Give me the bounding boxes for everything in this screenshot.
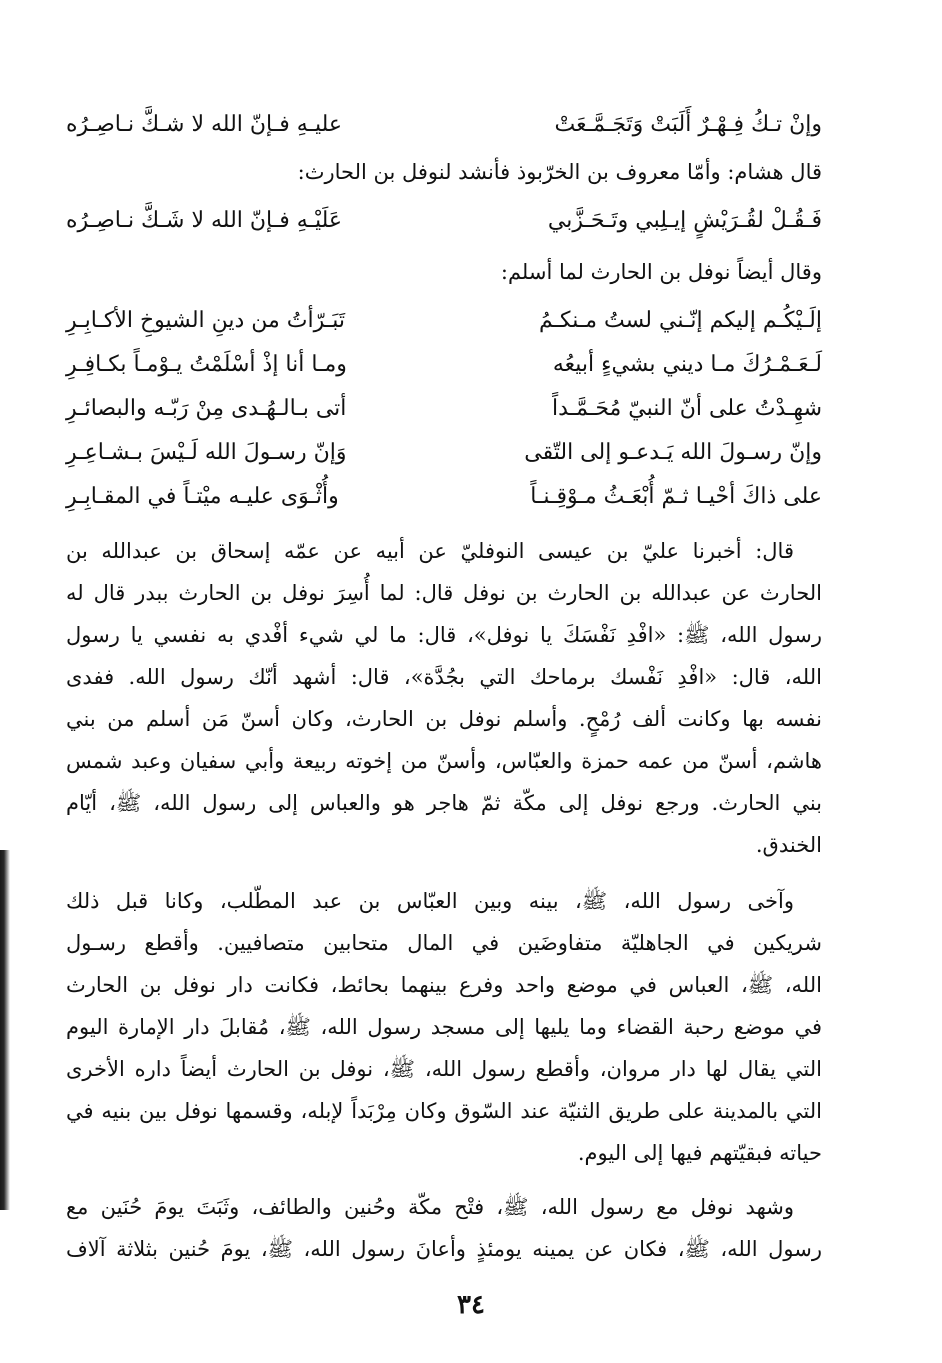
verse-1-second-hemistich: عليـهِ فـإنّ الله لا شـكَّ نـاصِـرُه — [66, 112, 342, 137]
page-number: ٣٤ — [457, 1290, 485, 1320]
poem-first-hemistich: على ذاكَ أحْيـا ثـمّ أُبْعَـثُ مـوْقِـنـاً — [530, 484, 822, 509]
paragraph-line: بني الحارث. ورجع نوفل إلى مكّة ثمّ هاجر هو والعباس إلى رسول الله، ﷺ، أيّام — [66, 791, 822, 815]
poem-first-hemistich: لَـعَـمْـرُكَ مـا ديني بشيءٍ أبيعُه — [552, 352, 822, 377]
paragraph-line: رسول الله، ﷺ، فكان عن يمينه يومئذٍ وأعانَ رسول الله، ﷺ، يومَ حُنين بثلاثة آلاف — [66, 1237, 822, 1261]
page-edge-shadow — [0, 850, 10, 1210]
intro-line-2: وقال أيضاً نوفل بن الحارث لما أسلم: — [500, 260, 822, 284]
verse-1 — [66, 112, 822, 152]
poem-second-hemistich: ومـا أنا إذْ أسْلَمْتُ يـوْمـاً بكـافِـرِ — [66, 352, 347, 377]
paragraph-line: الله، قال: «افْدِ نَفْسك برماحك التي بجُدَّة»، قال: أشهد أنّك رسول الله. ففدى — [66, 665, 822, 689]
poem-first-hemistich: إلَـيْكُـم إليكم إنّـني لستُ مـنكـمُ — [538, 308, 822, 333]
poem-second-hemistich: تَبَـرّأتُ من دينِ الشيوخِ الأكـابِـرِ — [66, 308, 345, 333]
poem-verse — [66, 308, 822, 348]
paragraph-line: وآخى رسول الله، ﷺ، بينه وبين العبّاس بن عبد المطّلب، وكانا قبل ذلك — [66, 889, 794, 913]
paragraph-line: حياته فبقيّتهم فيها إلى اليوم. — [577, 1141, 822, 1165]
paragraph-line: الله، ﷺ، العباس في موضع واحد وفرع بينهما بحائط، فكانت دار نوفل بن الحارث — [66, 973, 822, 997]
poem-verse — [66, 396, 822, 436]
poem-second-hemistich: أتى بـالـهُـدى مِنْ رَبّـه والبصائـرِ — [66, 396, 347, 421]
paragraph-line: نفسه بها وكانت ألف رُمْحٍ. وأسلم نوفل بن الحارث، وكان أسنّ مَن أسلم من بني — [66, 707, 822, 731]
poem-first-hemistich: شهِـدْتُ على أنّ النبيّ مُحَـمَّـداً — [552, 396, 822, 421]
paragraph-line: في موضع رحبة القضاء وما يليها إلى مسجد رسول الله، ﷺ، مُقابلَ دار الإمارة اليوم — [66, 1015, 822, 1039]
paragraph-3 — [66, 1186, 822, 1270]
poem-first-hemistich: وإنّ رسـولَ الله يَـدعـو إلى التّقى — [524, 440, 822, 465]
paragraph-line: وشهد نوفل مع رسول الله، ﷺ، فتْح مكّة وحُنين والطائف، وثَبَتَ يومَ حُنَين مع — [66, 1195, 794, 1219]
verse-2-second-hemistich: عَلَيْـهِ فـإنّ الله لا شَـكَّ نـاصِـرُه — [66, 208, 342, 233]
paragraph-line: التي بالمدينة على طريق الثنيّة عند السّوق وكان مِرْبَداً لإبله، وقسمها نوفل بين بنيه في — [66, 1099, 822, 1123]
poem-verse — [66, 440, 822, 480]
poem-second-hemistich: وَإنّ رسـولَ الله لَـيْسَ بـشـاعِـرِ — [66, 440, 347, 465]
paragraph-1 — [66, 530, 822, 866]
verse-2 — [66, 208, 822, 248]
paragraph-line: الحارث عن عبدالله بن الحارث بن نوفل قال: لما أُسِرَ نوفل بن الحارث ببدر قال له — [66, 581, 822, 605]
poem-second-hemistich: وأُثْـوَى عليـه ميْتـاً في المقـابِـرِ — [66, 484, 339, 509]
paragraph-line: الخندق. — [755, 833, 822, 857]
verse-2-first-hemistich: فَـقُـلْ لقُـرَيْشٍ إيـلِبي وتَـحَـزَّبي — [547, 208, 822, 233]
paragraph-line: هاشم، أسنّ من عمه حمزة والعبّاس، وأسنّ من إخوته ربيعة وأبي سفيان وعبد شمس — [66, 749, 822, 773]
poem-verse — [66, 484, 822, 524]
paragraph-line: شريكين في الجاهليّة متفاوضَين في المال متحابين متصافيين. وأقطع رسـول — [66, 931, 822, 955]
paragraph-line: التي يقال لها دار مروان، وأقطع رسول الله، ﷺ، نوفل بن الحارث أيضاً داره الأخرى — [66, 1057, 822, 1081]
paragraph-line: رسول الله، ﷺ: «افْدِ نَفْسَكَ يا نوفل»، قال: ما لي شيء أفْدي به نفسي يا رسول — [66, 623, 822, 647]
paragraph-line: قال: أخبرنا عليّ بن عيسى النوفليّ عن أبيه عن عمّه إسحاق بن عبدالله بن — [66, 539, 794, 563]
intro-line-1: قال هشام: وأمّا معروف بن الخرّبوذ فأنشد لنوفل بن الحارث: — [297, 160, 822, 184]
verse-1-first-hemistich: وإنْ تـكُ فِـهْـرٌ أَلَبَتْ وَتَجَـمَّـعَتْ — [554, 112, 822, 137]
poem-verse — [66, 352, 822, 392]
paragraph-2 — [66, 880, 822, 1174]
